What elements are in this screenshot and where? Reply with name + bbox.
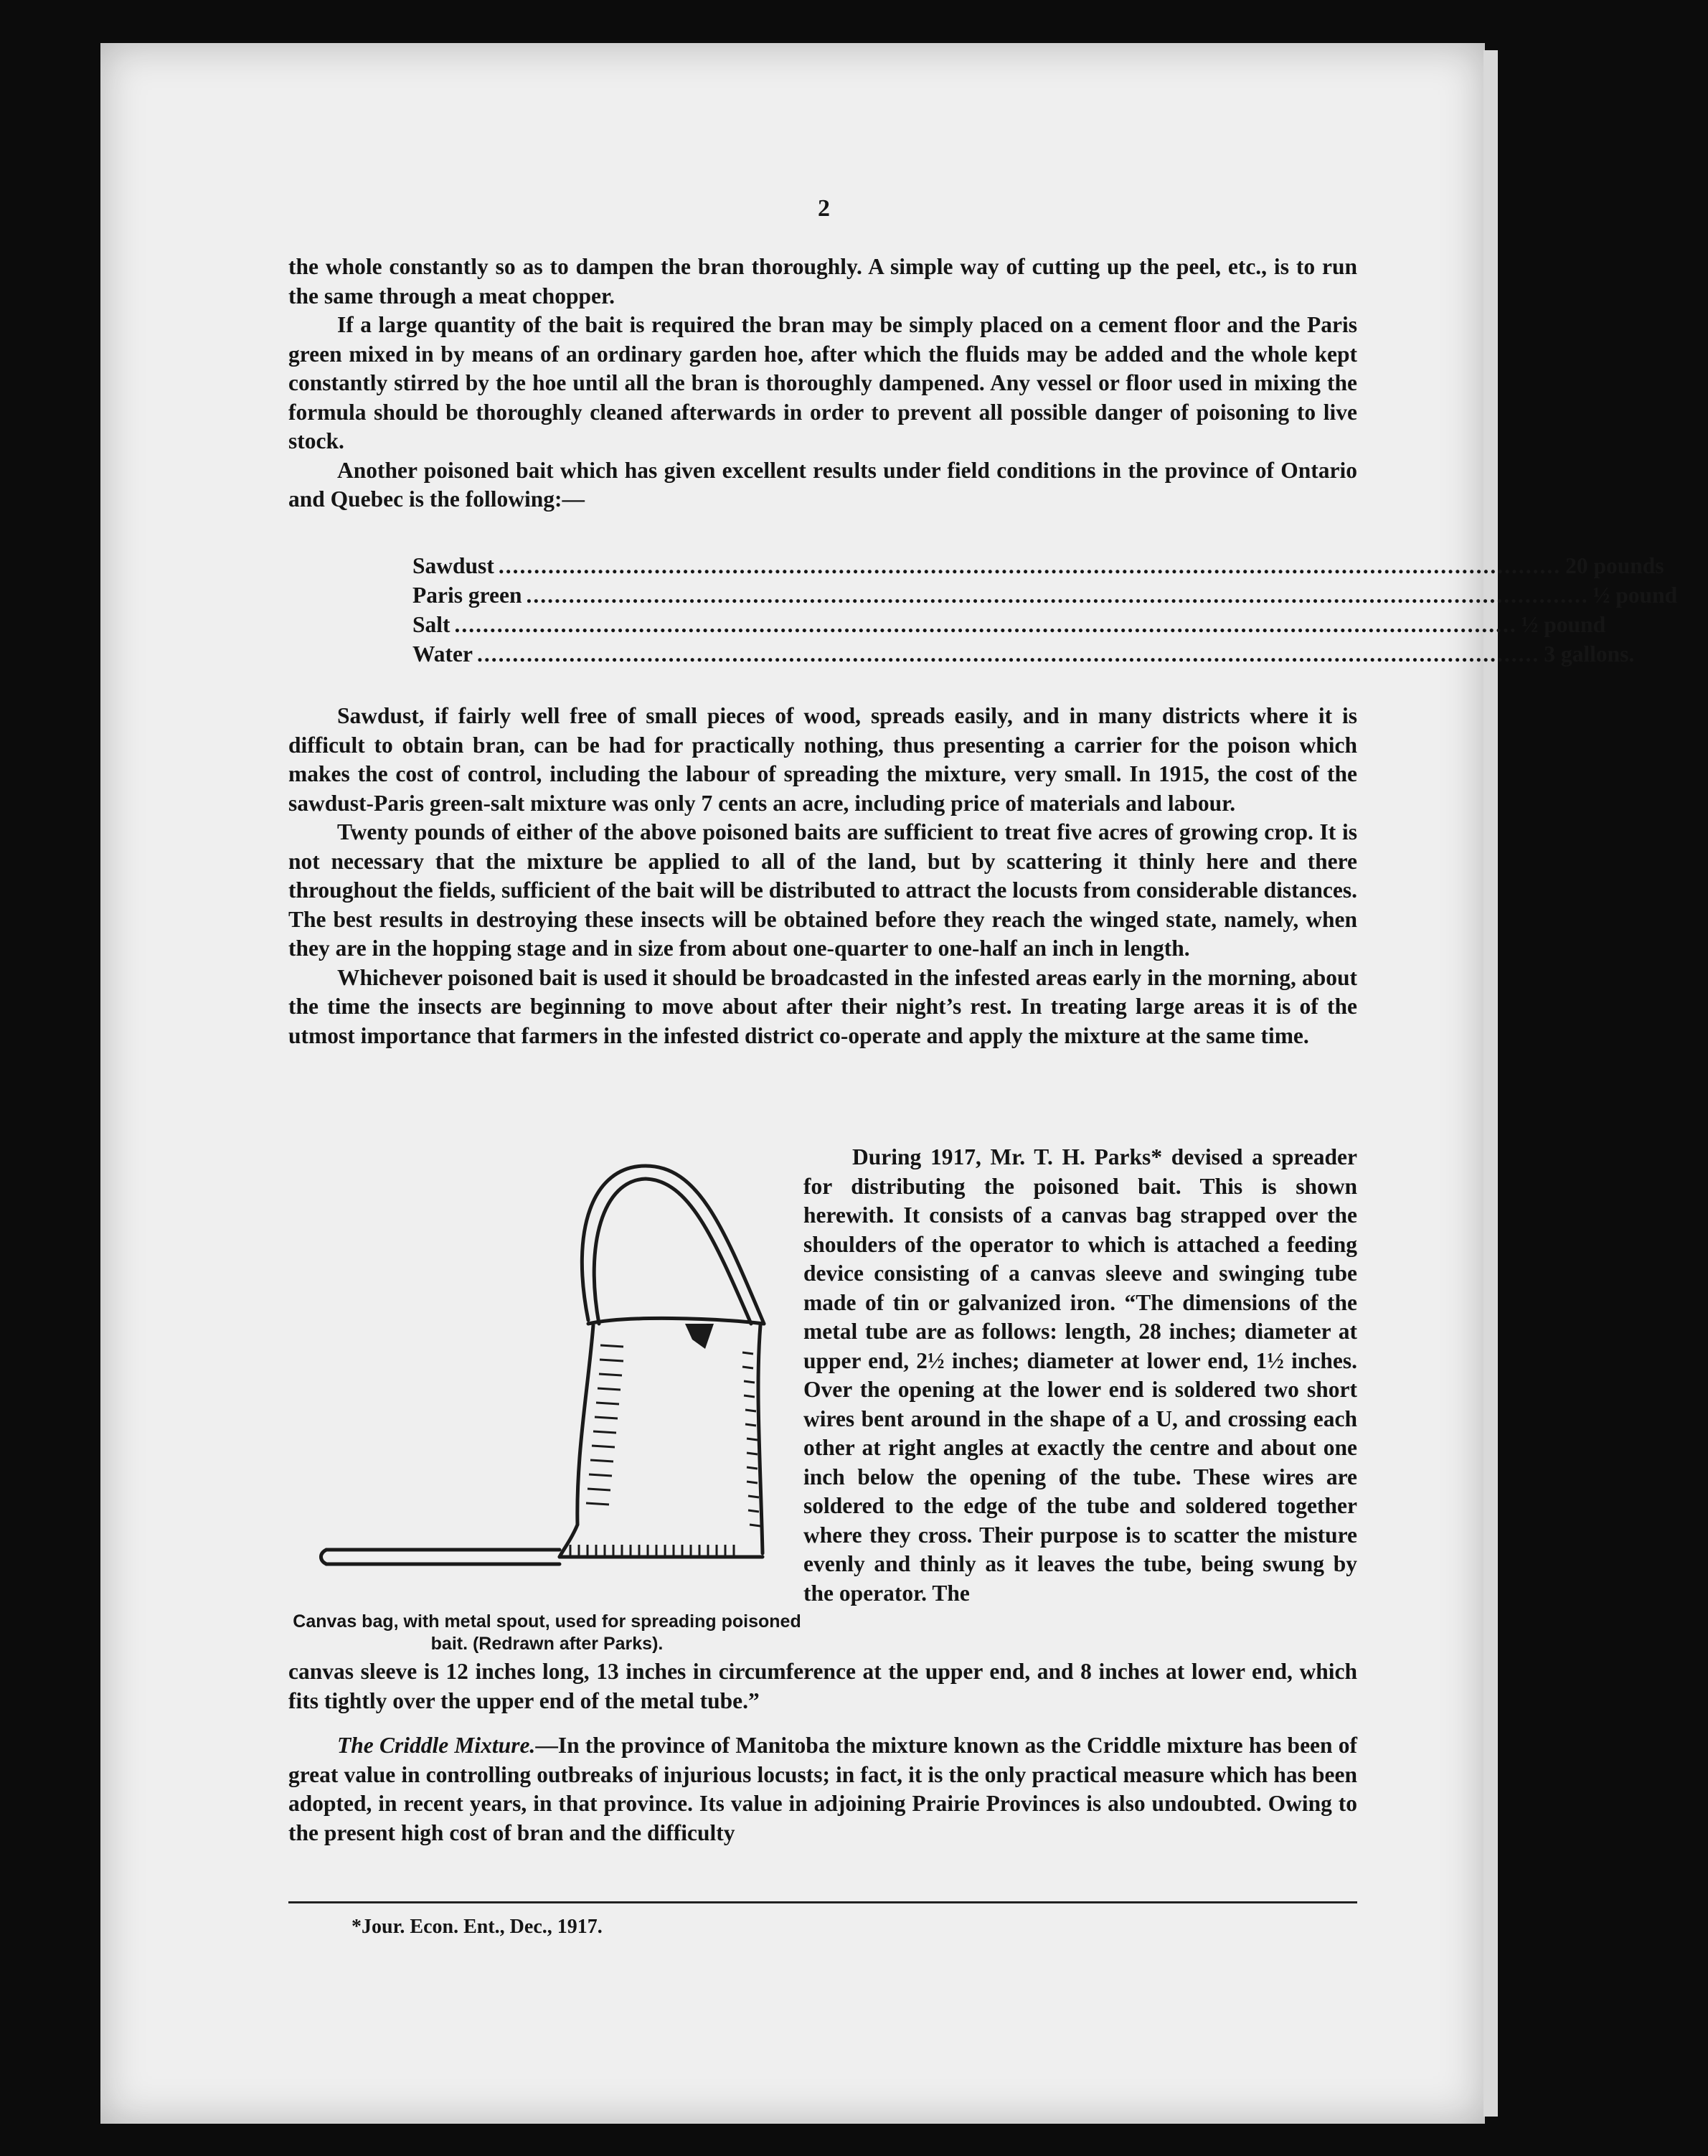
recipe-item: Sawdust <box>412 553 494 578</box>
recipe-qty: 20 pounds <box>1565 553 1664 578</box>
leader-dots: ...................................................................................................................................................... <box>476 641 1540 667</box>
leader-dots: ...................................................................................................................................................... <box>498 553 1562 578</box>
leader-dots: ...................................................................................................................................................... <box>454 612 1517 637</box>
page-number: 2 <box>818 195 830 222</box>
paragraph: Another poisoned bait which has given excellent results under field conditions in the province of Ontario and Quebec is the following:— <box>288 457 1357 512</box>
bottom-text <box>288 1657 1357 1847</box>
recipe-item: Salt <box>412 612 450 637</box>
section-heading: The Criddle Mixture. <box>337 1733 536 1758</box>
footnote-rule <box>288 1901 1357 1903</box>
canvas-bag-illustration <box>312 1152 785 1589</box>
paragraph: canvas sleeve is 12 inches long, 13 inches in circumference at the upper end, and 8 inches at lower end, which fits tightly over the upper end of the metal tube.” <box>288 1659 1357 1713</box>
recipe-item: Water <box>412 641 473 667</box>
top-text <box>288 253 1357 514</box>
middle-text <box>288 702 1357 1050</box>
recipe-item: Paris green <box>412 583 522 608</box>
paragraph: During 1917, Mr. T. H. Parks* devised a spreader for distributing the poisoned bait. This is shown herewith. It consists of a canvas bag strapped over the shoulders of the operator to which is attached a feeding device consisting of a canvas sleeve and swinging tube made of tin or galvanized iron. “The dimensions of the metal tube are as follows: length, 28 inches; diameter at upper end, 2½ inches; diameter at lower end, 1½ inches. Over the opening at the lower end is soldered two short wires bent around in the shape of a U, and crossing each other at right angles at exactly the centre and about one inch below the opening of the tube. These wires are soldered to the edge of the tube and soldered together where they cross. Their purpose is to scatter the misture evenly and thinly as it leaves the tube, being swung by the operator. The <box>803 1144 1357 1606</box>
paragraph: Twenty pounds of either of the above poisoned baits are sufficient to treat five acres of growing crop. It is not necessary that the mixture be applied to all of the land, but by scattering it thinly here and there throughout the fields, sufficient of the bait will be distributed to attract the locusts from considerable distances. The best results in destroying these insects will be obtained before they reach the winged state, namely, when they are in the hopping stage and in size from about one-quarter to one-half an inch in length. <box>288 819 1357 961</box>
recipe-row <box>412 580 1678 610</box>
section-text: —In the province of Manitoba the mixture known as the Criddle mixture has been of great value in controlling outbreaks of injurious locusts; in fact, it is the only practical measure which has been adopted, in recent years, in that province. Its value in adjoining Prairie Provinces is also undoubted. Owing to the present high cost of bran and the difficulty <box>288 1733 1358 1845</box>
page-edge <box>1483 50 1498 2117</box>
recipe-row <box>412 610 1606 639</box>
paragraph: the whole constantly so as to dampen the bran thoroughly. A simple way of cutting up the peel, etc., is to run the same through a meat chopper. <box>288 254 1357 309</box>
recipe-qty: ½ pound <box>1521 612 1606 637</box>
recipe-list <box>412 551 1678 669</box>
leader-dots: ...................................................................................................................................................... <box>526 583 1589 608</box>
paragraph: If a large quantity of the bait is required the bran may be simply placed on a cement floor and the Paris green mixed in by means of an ordinary garden hoe, after which the fluids may be added and the whole kept constantly stirred by the hoe until all the bran is thoroughly dampened. Any vessel or floor used in mixing the formula should be thoroughly cleaned afterwards in order to prevent all possible danger of poisoning to live stock. <box>288 312 1357 453</box>
paragraph: Sawdust, if fairly well free of small pieces of wood, spreads easily, and in many districts where it is difficult to obtain bran, can be had for practically nothing, thus presenting a carrier for the poison which makes the cost of control, including the labour of spreading the mixture, very small. In 1915, the cost of the sawdust-Paris green-salt mixture was only 7 cents an acre, including price of materials and labour. <box>288 703 1357 816</box>
footnote: *Jour. Econ. Ent., Dec., 1917. <box>351 1916 603 1938</box>
recipe-qty: ½ pound <box>1593 583 1678 608</box>
figure-caption: Canvas bag, with metal spout, used for spreading poisoned bait. (Redrawn after Parks). <box>293 1611 801 1654</box>
paragraph <box>288 1731 1357 1847</box>
recipe-row <box>412 639 1635 669</box>
recipe-qty: 3 gallons. <box>1544 641 1635 667</box>
recipe-row <box>412 551 1664 580</box>
paragraph: Whichever poisoned bait is used it should be broadcasted in the infested areas early in the morning, about the time the insects are beginning to move about after their night’s rest. In treating large areas it is of the utmost importance that farmers in the infested district co-operate and apply the mixture at the same time. <box>288 964 1357 1048</box>
side-text <box>803 1143 1357 1608</box>
